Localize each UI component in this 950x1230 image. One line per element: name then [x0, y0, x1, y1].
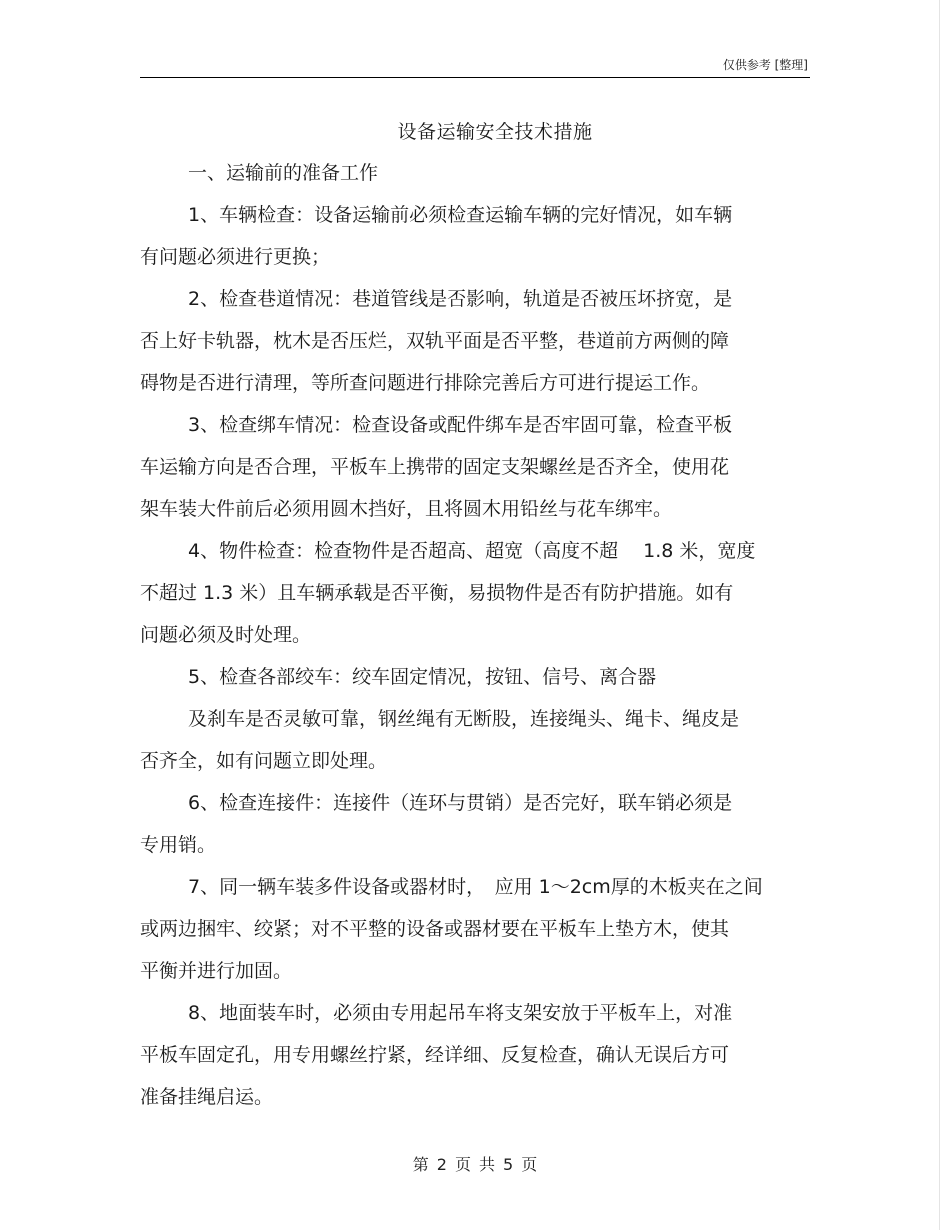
- body-line: 7、同一辆车装多件设备或器材时， 应用 1～2cm厚的木板夹在之间: [188, 876, 763, 898]
- page-footer: [0, 1152, 950, 1175]
- body-line: 一、运输前的准备工作: [188, 162, 379, 184]
- body-line: 否上好卡轨器，枕木是否压烂，双轨平面是否平整，巷道前方两侧的障: [140, 330, 730, 352]
- body-line: 车运输方向是否合理，平板车上携带的固定支架螺丝是否齐全，使用花: [140, 456, 730, 478]
- body-line: 平板车固定孔，用专用螺丝拧紧，经详细、反复检查，确认无误后方可: [140, 1044, 730, 1066]
- footer-page-label: 页: [454, 1155, 471, 1174]
- body-line: 平衡并进行加固。: [140, 960, 293, 982]
- body-line: 架车装大件前后必须用圆木挡好，且将圆木用铅丝与花车绑牢。: [140, 498, 673, 520]
- footer-suffix: 页: [521, 1155, 538, 1174]
- page-header: 仅供参考 [整理]: [722, 58, 808, 72]
- body-line: 有问题必须进行更换；: [140, 246, 331, 268]
- body-line: 2、检查巷道情况：巷道管线是否影响，轨道是否被压坏挤宽，是: [188, 288, 733, 310]
- body-line: 专用销。: [140, 834, 217, 856]
- body-line: 不超过 1.3 米）且车辆承载是否平衡，易损物件是否有防护措施。如有: [140, 582, 734, 604]
- document-body: [140, 152, 840, 1118]
- body-line: 3、检查绑车情况：检查设备或配件绑车是否牢固可靠，检查平板: [188, 414, 733, 436]
- current-page-number: 2: [436, 1155, 447, 1174]
- body-line: 准备挂绳启运。: [140, 1086, 274, 1108]
- body-line: 4、物件检查：检查物件是否超高、超宽（高度不超 1.8 米，宽度: [188, 540, 756, 562]
- header-divider: [140, 77, 810, 78]
- body-line: 或两边捆牢、绞紧；对不平整的设备或器材要在平板车上垫方木，使其: [140, 918, 730, 940]
- body-line: 问题必须及时处理。: [140, 624, 312, 646]
- body-line: 1、车辆检查：设备运输前必须检查运输车辆的完好情况，如车辆: [188, 204, 733, 226]
- footer-total-label: 共: [479, 1155, 496, 1174]
- total-pages-number: 5: [503, 1155, 514, 1174]
- body-line: 碍物是否进行清理，等所查问题进行排除完善后方可进行提运工作。: [140, 372, 711, 394]
- body-line: 否齐全，如有问题立即处理。: [140, 750, 388, 772]
- footer-prefix: 第: [412, 1155, 429, 1174]
- body-line: 6、检查连接件：连接件（连环与贯销）是否完好，联车销必须是: [188, 792, 733, 814]
- body-line: 8、地面装车时，必须由专用起吊车将支架安放于平板车上，对准: [188, 1002, 733, 1024]
- body-line: 5、检查各部绞车：绞车固定情况，按钮、信号、离合器: [188, 666, 657, 688]
- body-line: 及刹车是否灵敏可靠，钢丝绳有无断股，连接绳头、绳卡、绳皮是: [188, 708, 740, 730]
- document-title: 设备运输安全技术措施: [397, 121, 593, 143]
